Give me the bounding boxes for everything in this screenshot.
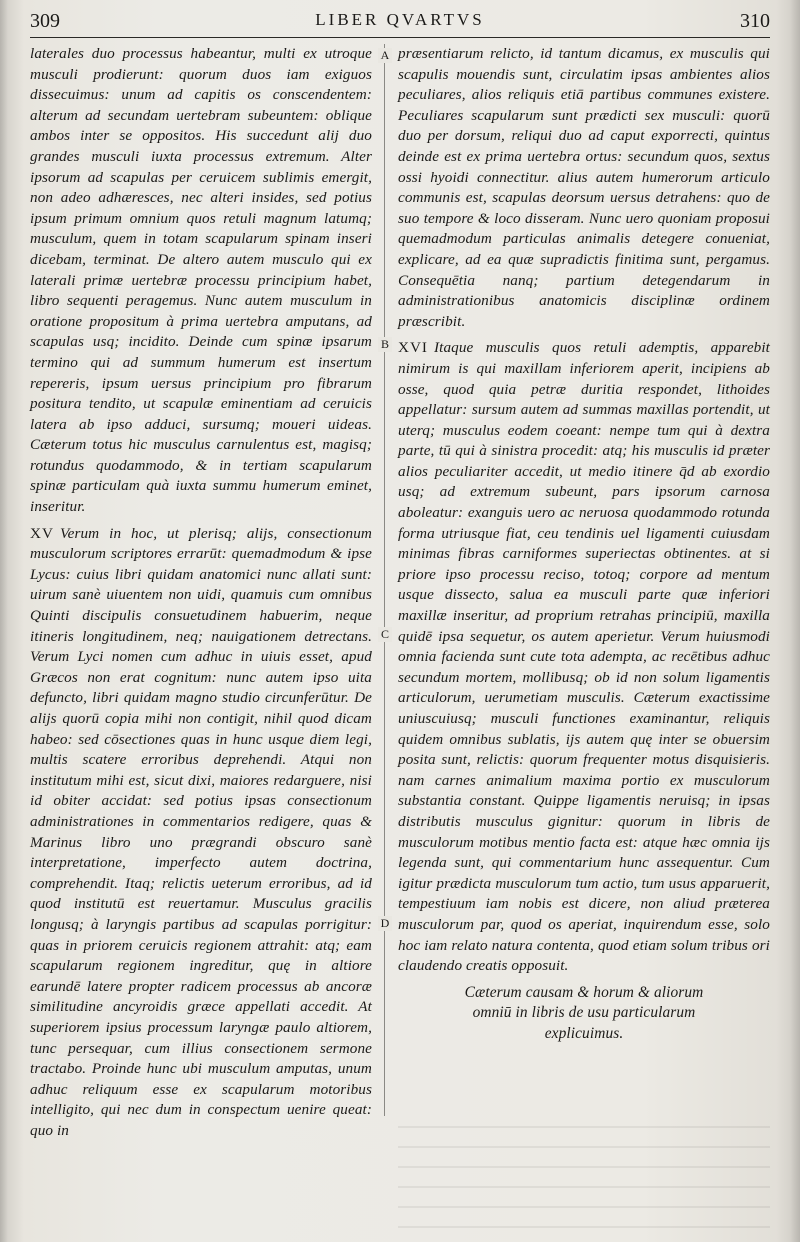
right-column — [398, 44, 770, 1045]
section-number-15: XV — [30, 524, 54, 542]
folio-number-right: 310 — [740, 10, 770, 32]
running-title: LIBER QVARTVS — [315, 10, 485, 29]
margin-letter-b: B — [378, 337, 392, 352]
closing-line-1: Cæterum causam & horum & aliorum — [464, 983, 704, 1001]
page-header — [0, 10, 800, 36]
left-paragraph-2 — [30, 524, 372, 1142]
right-paragraph-1: præsentiarum relicto, id tantum dicamus, ex musculis qui scapulis mouendis sunt, circulatim ipsas ambientes alios peculiares, alios reliquis etiā partibus communes existere. Peculiares scapularum sunt prædicti sex musculi: quorū duo per dorsum, reliqui duo ad caput exporrecti, quintus deinde est ex prima uertebra ortus: secundum quos, sextus ossi hyoidi connectitur. alius autem humerorum articulo communis est, scapulas deorsum uersus detrahens: quo de suo tempore & loco disseram. Nunc uero quoniam proposui quemadmodum particulas animalis detegere conueniat, explicare, ad ea quæ supradictis finitima sunt, pergamus. Consequētia nanq; partium detegendarum in administrationibus anatomicis disciplinæ ordinem præscribit. — [398, 45, 770, 330]
left-paragraph-1: laterales duo processus habeantur, multi ex utroque musculi prodierunt: quorum duos iam exiguos dissecuimus: unum ad capitis os conscendentem: alterum ad secundam uertebram subeuntem: oblique ambos inter se oppositos. His succedunt alij duo grandes musculi iuxta processus extremum. Alter ipsorum ad scapulas per ceruicem sublimis emergit, non adeo adhæresces, nec alteri insides, sed potius ipsum primum omnium quos retuli magnum latumq; musculum, quem in totam scapularum spinam inseri dicebam, terminat. De altero autem musculo qui ex laterali primæ uertebræ processu principium habet, libro sequenti peragemus. Nunc autem musculum in oratione propositum à prima uertebra amputans, ad scapulas usq; incidito. Deinde cum spinæ ipsarum termino qui ad summum humerum est insertum repereris, ipsum uersus principium pro fibrarum positura tendito, ut scapulæ eminentiam ad ceruicis latera ab ipso adduci, sursumq; moueri uideas. Cæterum totus hic musculus carnulentus est, magisq; rotundus quodammodo, & in tertiam scapularum spinæ particulam quà iuxta summu humerum eminet, inseritur. — [30, 45, 372, 516]
margin-letter-c: C — [378, 627, 392, 642]
column-divider — [384, 44, 385, 1116]
page-edge-shadow-left — [0, 0, 8, 1242]
header-rule — [30, 37, 770, 38]
folio-number-left: 309 — [30, 10, 60, 32]
left-column — [30, 44, 372, 1141]
right-paragraph-2-text: Itaque musculis quos retuli ademptis, apparebit nimirum is qui maxillam inferiorem aperit, incipiens ab osse, quod quia petræ duritia respondet, lithoides appellatur: sursum autem ad summas maxillas portendit, ut uterq; musculus eodem coeant: nempe tum qui à dextra parte, tū qui à sinistra procedit: atq; his musculis id præter alios peculiariter accedit, ut medio itinere q̄d ab exordio usq; ad extremum subeunt, pars ipsorum carnosa aboleatur: exanguis uero ac neruosa quodammodo rotunda forma utriusque fiat, ceu tendinis uel ligamenti cuiusdam minimas fibras carniformes superiectas obtinentes. at si priore ipso processu reciso, totoq; corpore ad mentum usque dissecto, salua ea musculi parte quæ inferiori maxillæ inseritur, ad proprium retrahas principiū, maxilla quidē ipsa sequetur, os autem aperietur. Verum huiusmodi omnia facienda sunt cute tota adempta, ac recētibus adhuc secundum mortem, mollibusq; ob id non solum ligamentis articulorum, uerumetiam musculis. Cæterum exactissime uniuscuiusq; musculi functiones examinantur, reliquis quidem omnibus sublatis, ijs autem quę inter se obuersim posita sunt, relictis: quorum frequenter motus disquisieris. nam carnes animalium maxima portio ex musculorum substantia constant. Quippe ligamentis neruisq; in ipsas distributis musculus gignitur: quorum in libris de musculorum motibus mentio facta est: atque hæc omnia ijs legenda sunt, qui commentarium hunc assequentur. Cum igitur prædicta musculorum tum actio, tum usus apparuerit, tempestiuum iam nobis est dicere, non aliud præterea musculorum par, quod os aperiat, inquirendum esse, solo hoc iam relato natura contenta, quod etiam solum tribus ori claudendo creatis opposuit. — [398, 339, 770, 975]
show-through-text — [398, 1112, 770, 1232]
left-paragraph-2-text: Verum in hoc, ut plerisq; alijs, consectionum musculorum scriptores errarūt: quemadmodum & ipse Lycus: cuius libri quidam anatomici nunc allati sunt: uirum sanè uiuentem non uidi, quamuis cum omnibus Quinti discipulis consuetudinem habuerim, neque itineris longitudinem, neq; nauigationem detrectans. Verum Lyci nomen cum adhuc in uiuis esset, apud Græcos non erat cognitum: nunc autem ipso uita defuncto, libri quidam magno studio circunferūtur. De alijs quorū copia mihi non contigit, nihil quod dicam habeo: sed cōsectiones quas in hunc usque diem legi, multis scatere erroribus deprehendi. Atqui non institutum mihi est, sicut dixi, maiores redarguere, nisi id obiter accidat: sed potius ipsas consectionum administrationes in commentarios redigere, quas & Marinus libro uno prægrandi obscuro sanè interpretatione, imperfecto autem doctrina, comprehendit. Itaq; relictis ueterum erroribus, ad id quod institutū est reuertamur. Musculus gracilis longusq; à laryngis partibus ad scapulas porrigitur: quas in priorem ceruicis regionem attrahit: atq; eam scapularum regionem ingreditur, quę in altiore earundē latere propter radicem processus ab ancoræ similitudine ancyroidis græce appellati accedit. At superiorem ipsius processum laryngæ paulo altiorem, tunc persequar, cum illius consectionem sermone tractabo. Proinde hunc ubi musculum amputas, unum adhuc reliquum esse ex scapularum motoribus intelligito, qui nec dum in conspectum uenire queat: quo in — [30, 524, 372, 1139]
page-edge-shadow-right — [790, 0, 800, 1242]
margin-letter-a: A — [378, 48, 392, 63]
closing-paragraph — [398, 983, 770, 1045]
section-number-16: XVI — [398, 339, 428, 357]
closing-line-3: explicuimus. — [544, 1024, 624, 1042]
right-paragraph-2 — [398, 338, 770, 976]
closing-line-2: omniū in libris de usu particularum — [472, 1004, 696, 1022]
margin-letter-d: D — [378, 916, 392, 931]
